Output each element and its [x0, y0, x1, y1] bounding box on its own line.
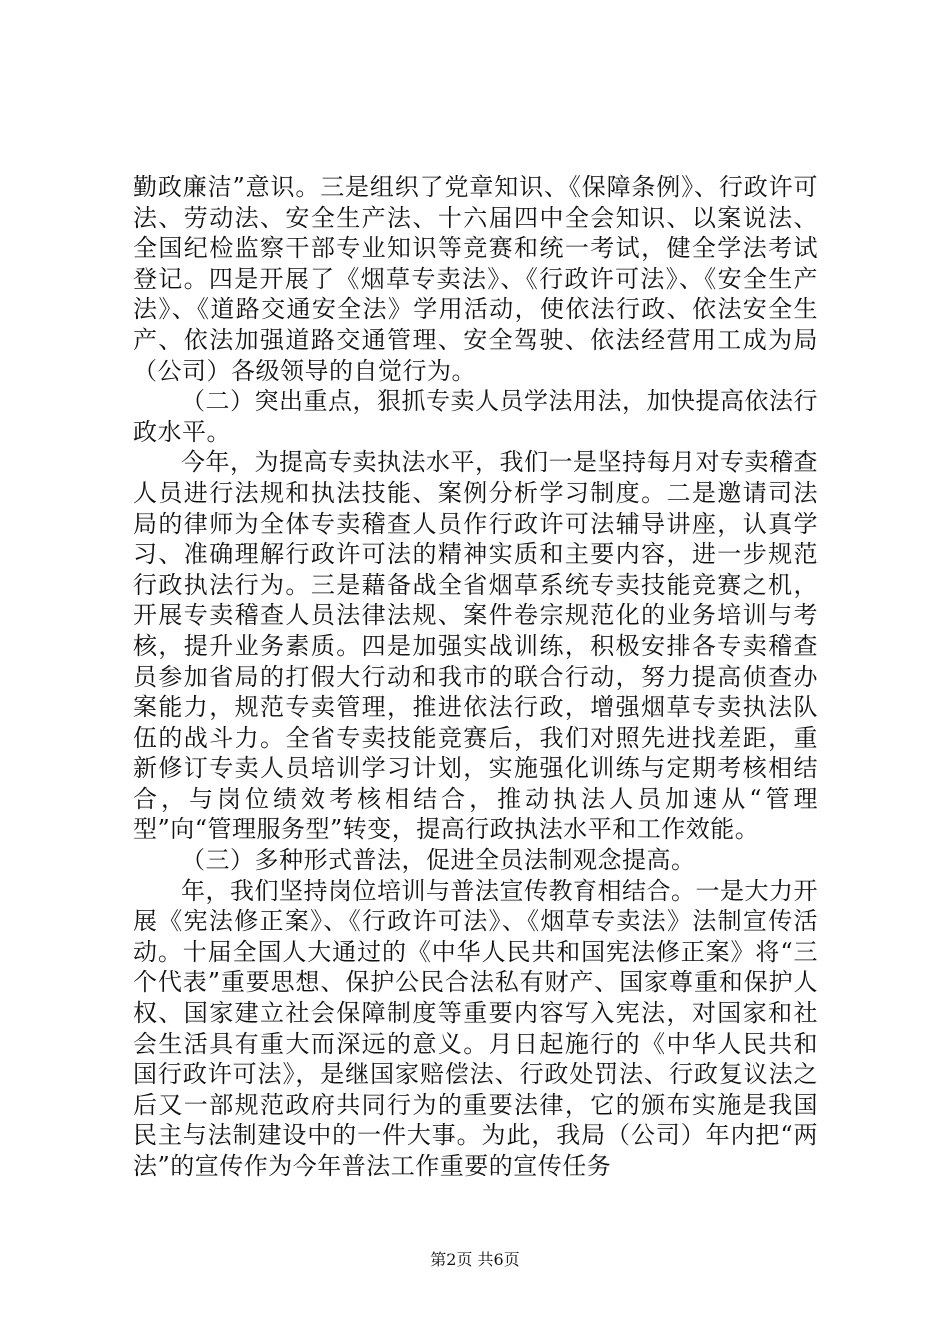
paragraph-section-3: 年，我们坚持岗位培训与普法宣传教育相结合。一是大力开展《宪法修正案》、《行政许可法》、《烟草专卖法》法制宣传活动。十届全国人大通过的《中华人民共和国宪法修正案》将“三个代表”重要思想、保护公民合法私有财产、国家尊重和保护人权、国家建立社会保障制度等重要内容写入宪法，对国家和社会生活具有重大而深远的意义。月日起施行的《中华人民共和国行政许可法》，是继国家赔偿法、行政处罚法、行政复议法之后又一部规范政府共同行为的重要法律，它的颁布实施是我国民主与法制建设中的一件大事。为此，我局（公司）年内把“两法”的宣传作为今年普法工作重要的宣传任务 [133, 876, 818, 1180]
paragraph-section-2: 今年，为提高专卖执法水平，我们一是坚持每月对专卖稽查人员进行法规和执法技能、案例分析学习制度。二是邀请司法局的律师为全体专卖稽查人员作行政许可法辅导讲座，认真学习、准确理解行政许可法的精神实质和主要内容，进一步规范行政执法行为。三是藉备战全省烟草系统专卖技能竞赛之机，开展专卖稽查人员法律法规、案件卷宗规范化的业务培训与考核，提升业务素质。四是加强实战训练，积极安排各专卖稽查员参加省局的打假大行动和我市的联合行动，努力提高侦查办案能力，规范专卖管理，推进依法行政，增强烟草专卖执法队伍的战斗力。全省专卖技能竞赛后，我们对照先进找差距，重新修订专卖人员培训学习计划，实施强化训练与定期考核相结合，与岗位绩效考核相结合，推动执法人员加速从“管理型”向“管理服务型”转变，提高行政执法水平和工作效能。 [133, 448, 818, 844]
page-number-footer: 第2页 共6页 [430, 1250, 520, 1269]
section-heading-2: （二）突出重点，狠抓专卖人员学法用法，加快提高依法行政水平。 [133, 387, 818, 446]
document-body [133, 172, 818, 1182]
section-heading-3: （三）多种形式普法，促进全员法制观念提高。 [181, 846, 696, 875]
paragraph-continued: 勤政廉洁”意识。三是组织了党章知识、《保障条例》、行政许可法、劳动法、安全生产法、十六届四中全会知识、以案说法、全国纪检监察干部专业知识等竞赛和统一考试，健全学法考试登记。四是开展了《烟草专卖法》、《行政许可法》、《安全生产法》、《道路交通安全法》学用活动，使依法行政、依法安全生产、依法加强道路交通管理、安全驾驶、依法经营用工成为局（公司）各级领导的自觉行为。 [133, 173, 818, 385]
